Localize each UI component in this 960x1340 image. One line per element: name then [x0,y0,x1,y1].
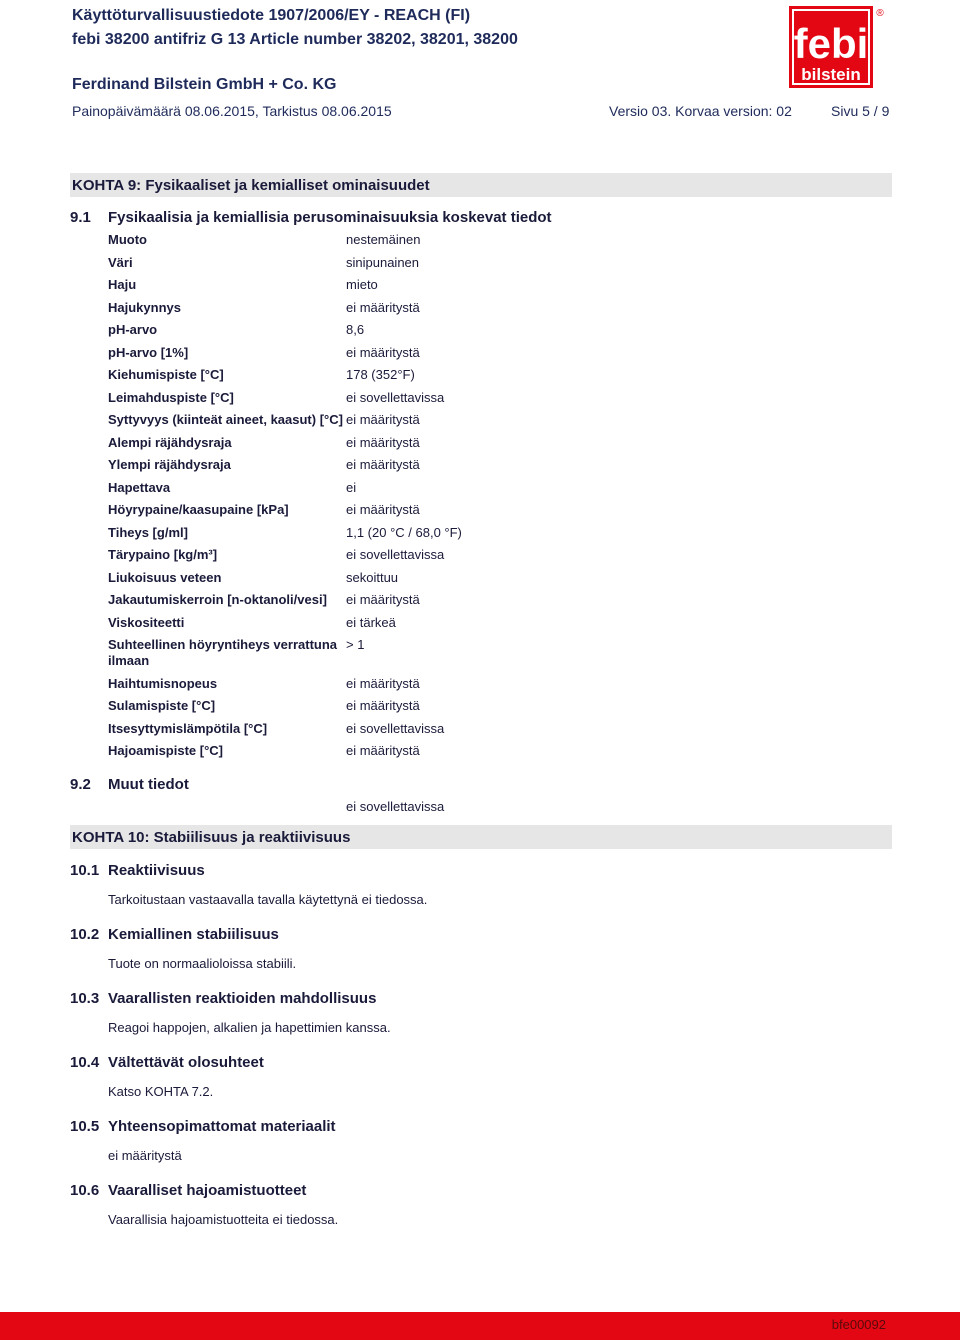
subsection-title: Vältettävät olosuhteet [108,1054,264,1071]
company-name: Ferdinand Bilstein GmbH + Co. KG [72,76,337,93]
logo-wordmark: febi [793,20,869,67]
property-value: ei määritystä [346,743,420,758]
property-value: nestemäinen [346,232,421,247]
subsection-text: Reagoi happojen, alkalien ja hapettimien kanssa. [108,1020,391,1035]
table-row [108,570,708,590]
property-value: sinipunainen [346,255,420,270]
property-label: Syttyvyys (kiinteät aineet, kaasut) [°C] [108,412,343,427]
document-code: bfe00092 [831,1317,886,1332]
property-label: Väri [108,255,133,270]
property-label: Alempi räjähdysraja [108,435,232,450]
property-value: ei sovellettavissa [346,390,445,405]
subsection-number: 10.3 [70,990,100,1007]
registered-mark: ® [876,8,884,19]
subsection-number: 10.1 [70,862,100,879]
property-label: Hajukynnys [108,300,181,315]
table-row [108,435,708,455]
subsection-title: Yhteensopimattomat materiaalit [108,1118,336,1135]
property-value: ei määritystä [346,300,420,315]
other-info-value: ei sovellettavissa [346,799,445,814]
property-value: ei määritystä [346,457,420,472]
table-row [108,676,708,696]
table-row [108,525,708,545]
property-value: ei sovellettavissa [346,547,445,562]
property-label: Sulamispiste [°C] [108,698,216,713]
property-value: ei määritystä [346,676,420,691]
subsection-title: Vaaralliset hajoamistuotteet [108,1182,307,1199]
property-value: ei [346,480,357,495]
subsection-title: Vaarallisten reaktioiden mahdollisuus [108,990,377,1007]
property-value: 1,1 (20 °C / 68,0 °F) [346,525,462,540]
version-info: Versio 03. Korvaa version: 02 [609,103,792,119]
subsection-title: Kemiallinen stabiilisuus [108,926,279,943]
table-row [108,502,708,522]
property-label: Jakautumiskerroin [n-oktanoli/vesi] [108,592,327,607]
property-label: Muoto [108,232,147,247]
property-label: Itsesyttymislämpötila [°C] [108,721,268,736]
subsection-9-1-number: 9.1 [70,209,91,226]
table-row [108,367,708,387]
property-value: ei määritystä [346,435,420,450]
subsection-9-2-title: Muut tiedot [108,776,189,793]
property-value: > 1 [346,637,365,652]
subsection-number: 10.4 [70,1054,100,1071]
property-label: Suhteellinen höyryntiheys verrattuna ilmaan [108,637,338,668]
product-line: febi 38200 antifriz G 13 Article number 38202, 38201, 38200 [72,31,518,48]
subsection-text: Katso KOHTA 7.2. [108,1084,214,1099]
table-row [108,615,708,635]
property-label: Kiehumispiste [°C] [108,367,224,382]
section-9-title: KOHTA 9: Fysikaaliset ja kemialliset ominaisuudet [72,177,430,194]
subsection-9-2-number: 9.2 [70,776,91,793]
table-row [108,345,708,365]
table-row [108,547,708,567]
section-10-header [70,825,892,849]
property-value: mieto [346,277,378,292]
property-value: ei määritystä [346,502,420,517]
property-value: ei määritystä [346,698,420,713]
property-value: 8,6 [346,322,365,337]
property-label: Viskositeetti [108,615,185,630]
property-label: Liukoisuus veteen [108,570,222,585]
table-row [108,637,708,673]
table-row [108,322,708,342]
table-row [108,390,708,410]
property-label: Hapettava [108,480,171,495]
subsection-text: Vaarallisia hajoamistuotteita ei tiedossa. [108,1212,339,1227]
subsection-text: Tarkoitustaan vastaavalla tavalla käytettynä ei tiedossa. [108,892,428,907]
table-row [108,277,708,297]
table-row [108,300,708,320]
section-10-title: KOHTA 10: Stabiilisuus ja reaktiivisuus [72,829,351,846]
property-value: ei määritystä [346,592,420,607]
subsection-title: Reaktiivisuus [108,862,205,879]
property-value: ei tärkeä [346,615,396,630]
footer-bar [0,1312,960,1340]
table-row [108,480,708,500]
property-label: Leimahduspiste [°C] [108,390,234,405]
table-row [108,412,708,432]
table-row [108,232,708,252]
table-row [108,698,708,718]
property-value: ei määritystä [346,345,420,360]
property-value: sekoittuu [346,570,399,585]
logo-subtext: bilstein [801,65,861,84]
property-label: Haju [108,277,137,292]
property-label: Höyrypaine/kaasupaine [kPa] [108,502,289,517]
property-label: Hajoamispiste [°C] [108,743,224,758]
property-label: Tärypaino [kg/m³] [108,547,218,562]
subsection-text: ei määritystä [108,1148,182,1163]
section-9-header [70,173,892,197]
property-label: pH-arvo [1%] [108,345,189,360]
property-label: pH-arvo [108,322,158,337]
table-row [108,255,708,275]
subsection-number: 10.2 [70,926,100,943]
print-date: Painopäivämäärä 08.06.2015, Tarkistus 08.06.2015 [72,103,392,119]
document-title: Käyttöturvallisuustiedote 1907/2006/EY - REACH (FI) [72,7,471,24]
table-row [108,721,708,741]
property-label: Tiheys [g/ml] [108,525,188,540]
subsection-number: 10.6 [70,1182,100,1199]
subsection-number: 10.5 [70,1118,100,1135]
table-row [108,743,708,763]
property-value: ei määritystä [346,412,420,427]
property-label: Ylempi räjähdysraja [108,457,231,472]
page-number: Sivu 5 / 9 [831,103,890,119]
febi-bilstein-logo [788,4,888,90]
subsection-9-1-title: Fysikaalisia ja kemiallisia perusominaisuuksia koskevat tiedot [108,209,552,226]
table-row [108,457,708,477]
subsection-text: Tuote on normaalioloissa stabiili. [108,956,297,971]
property-value: ei sovellettavissa [346,721,445,736]
property-label: Haihtumisnopeus [108,676,218,691]
table-row [108,592,708,612]
property-value: 178 (352°F) [346,367,415,382]
